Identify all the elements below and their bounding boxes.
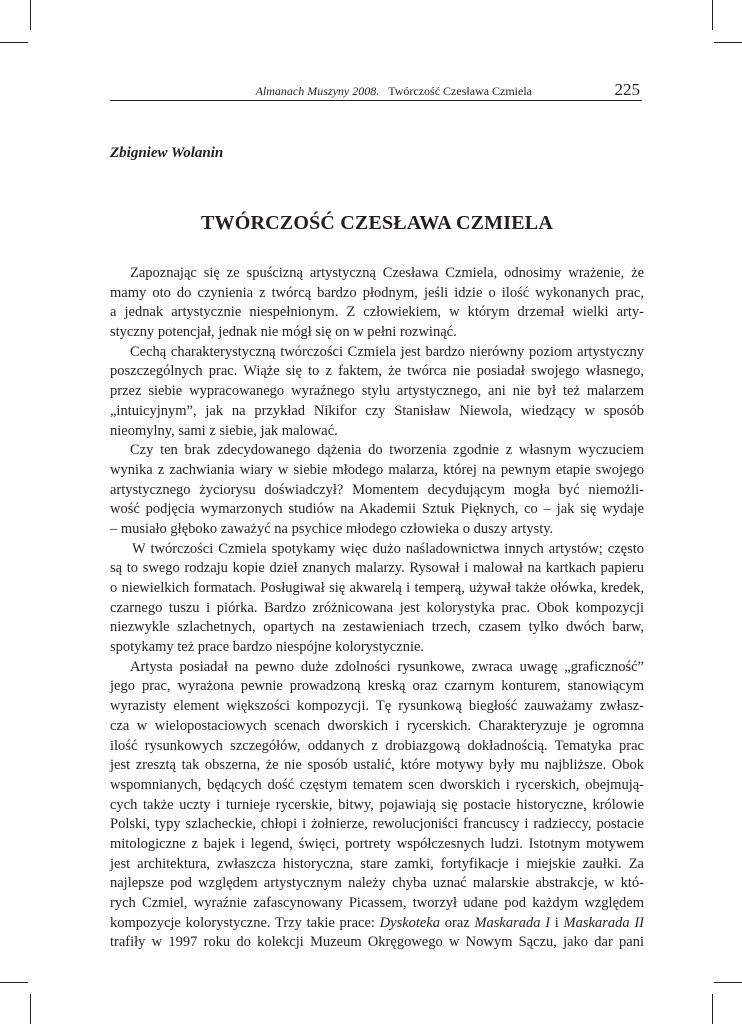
running-head (110, 80, 642, 101)
text-line: przez siebie wypracowanego wyraźnego stylu artystycznego, ani nie był też malarzem (110, 383, 644, 400)
crop-mark (30, 994, 31, 1024)
text-line: jest architektura, zwłaszcza historyczna, stare zamki, fortyfikacje i miejskie zaułki. Za (110, 855, 644, 872)
text-line: niezwykle szlachetnych, opartych na zestawieniach trzech, czasem tylko dwóch barw, (110, 619, 644, 636)
crop-mark (714, 42, 742, 43)
text-line: – musiało głęboko zaważyć na psychice młodego człowieka o duszy artysty. (110, 520, 554, 537)
text-line: artystycznego życiorysu doświadczył? Momentem decydującym mogła być niemożli- (110, 481, 644, 498)
text-line: nieomylny, sami z siebie, jak malować. (110, 422, 338, 439)
text-line: rych Czmiel, wyraźnie zafascynowany Picassem, tworzył udane pod każdym względem (110, 895, 644, 911)
text-line: poszczególnych prac. Wiąże się to z faktem, że twórca nie posiadał swojego własnego, (110, 363, 644, 380)
text-line: czarnego tuszu i piórka. Bardzo zróżnicowana jest kolorystyka prac. Obok kompozycji (110, 599, 644, 616)
text-line: ilość rysunkowych szczegółów, oddanych z drobiazgową dokładnością. Tematyka prac (110, 737, 644, 754)
page-number: 225 (614, 80, 640, 99)
text-line: trafiły w 1997 roku do kolekcji Muzeum Okręgowego w Nowym Sączu, jako dar pani (110, 934, 644, 951)
crop-mark (712, 0, 713, 30)
artwork-title: Maskarada I (474, 914, 551, 931)
text-line: Artysta posiadał na pewno duże zdolności rysunkowe, zwraca uwagę „graficzność” (130, 658, 644, 675)
text-line: cza w wielopostaciowych scenach dworskich i rycerskich. Charakteryzuje je ogromna (110, 717, 644, 734)
article-title: TWÓRCZOŚĆ CZESŁAWA CZMIELA (201, 212, 553, 234)
text-line: Cechą charakterystyczną twórczości Czmiela jest bardzo nierówny poziom artystyczny (130, 343, 644, 360)
text-line: wyrazisty element większości kompozycji. Tę rysunkową biegłość zauważamy zwłasz- (110, 698, 644, 715)
crop-mark (712, 994, 713, 1024)
text-line: spotykamy też prace bardzo niespójne kolorystycznie. (110, 639, 425, 656)
text-line: jego prac, wyrażona pewnie prowadzoną kreską oraz czarnym konturem, stanowiącym (110, 678, 644, 695)
text-line: wynika z zachwiania wiary w siebie młodego malarza, której na pewnym etapie swojego (110, 461, 644, 478)
text-line: styczny potencjał, jednak nie mógł się on w pełni rozwinąć. (110, 324, 457, 341)
text-line: cych także uczty i turnieje rycerskie, bitwy, pojawiają się postacie historyczne, królowie (110, 796, 644, 813)
text-line: wspomnianych, będących dość częstym tematem scen dworskich i rycerskich, obejmują- (110, 776, 644, 793)
text-line (110, 914, 644, 934)
text-line: jest zresztą tak obszerna, że nie sposób ustalić, które motywy były mu najbliższe. Obok (110, 757, 644, 774)
artwork-title: Maskarada II (563, 914, 644, 931)
text-line: mamy oto do czynienia z twórcą bardzo płodnym, jeśli idzie o ilość wykonanych prac, (110, 284, 644, 301)
text-line: najlepsze pod względem artystycznym należy chyba uznać malarskie abstrakcje, w któ- (110, 875, 644, 892)
article-body (110, 264, 644, 953)
crop-mark (0, 982, 28, 983)
text-line: a jednak artystycznie niespełnionym. Z człowiekiem, w którym drzemał wielki arty- (110, 304, 644, 321)
running-head-title (256, 84, 532, 99)
artwork-title: Dyskoteka (379, 914, 441, 931)
text-line: mitologiczne z bajek i legend, święci, portrety współczesnych ludzi. Istotnym motywem (110, 835, 644, 852)
text-segment: oraz (440, 914, 475, 931)
text-line: „intuicyjnym”, jak na przykład Nikifor czy Stanisław Niewola, wiedzący w sposób (110, 402, 644, 419)
text-line: Zapoznając się ze spuścizną artystyczną Czesława Czmiela, odnosimy wrażenie, że (130, 265, 644, 281)
crop-mark (0, 42, 28, 43)
author-name: Zbigniew Wolanin (110, 145, 224, 161)
text-line: Czy ten brak zdecydowanego dążenia do tworzenia zgodnie z własnym wyczuciem (130, 442, 644, 459)
crop-mark (714, 982, 742, 983)
text-line: wość podjęcia wymarzonych studiów na Akademii Sztuk Pięknych, co – jak się wydaje (110, 501, 644, 518)
text-segment: kompozycje kolorystyczne. Trzy takie prace: (110, 914, 380, 931)
text-line: Polski, typy szlacheckie, chłopi i żołnierze, rewolucjoniści francuscy i radzieccy, postacie (110, 816, 644, 833)
text-line: są to swego rodzaju kopie dzieł znanych malarzy. Rysował i malował na kartkach papieru (110, 560, 644, 577)
section-name: Twórczość Czesława Czmiela (388, 84, 532, 98)
crop-mark (30, 0, 31, 30)
journal-name: Almanach Muszyny 2008. (255, 84, 380, 98)
text-line: o niewielkich formatach. Posługiwał się akwarelą i temperą, używał także ołówka, kredek, (110, 580, 644, 596)
text-segment: i (550, 914, 564, 931)
text-line: W twórczości Czmiela spotykamy więc dużo naśladownictwa innych artystów; często (132, 540, 644, 557)
